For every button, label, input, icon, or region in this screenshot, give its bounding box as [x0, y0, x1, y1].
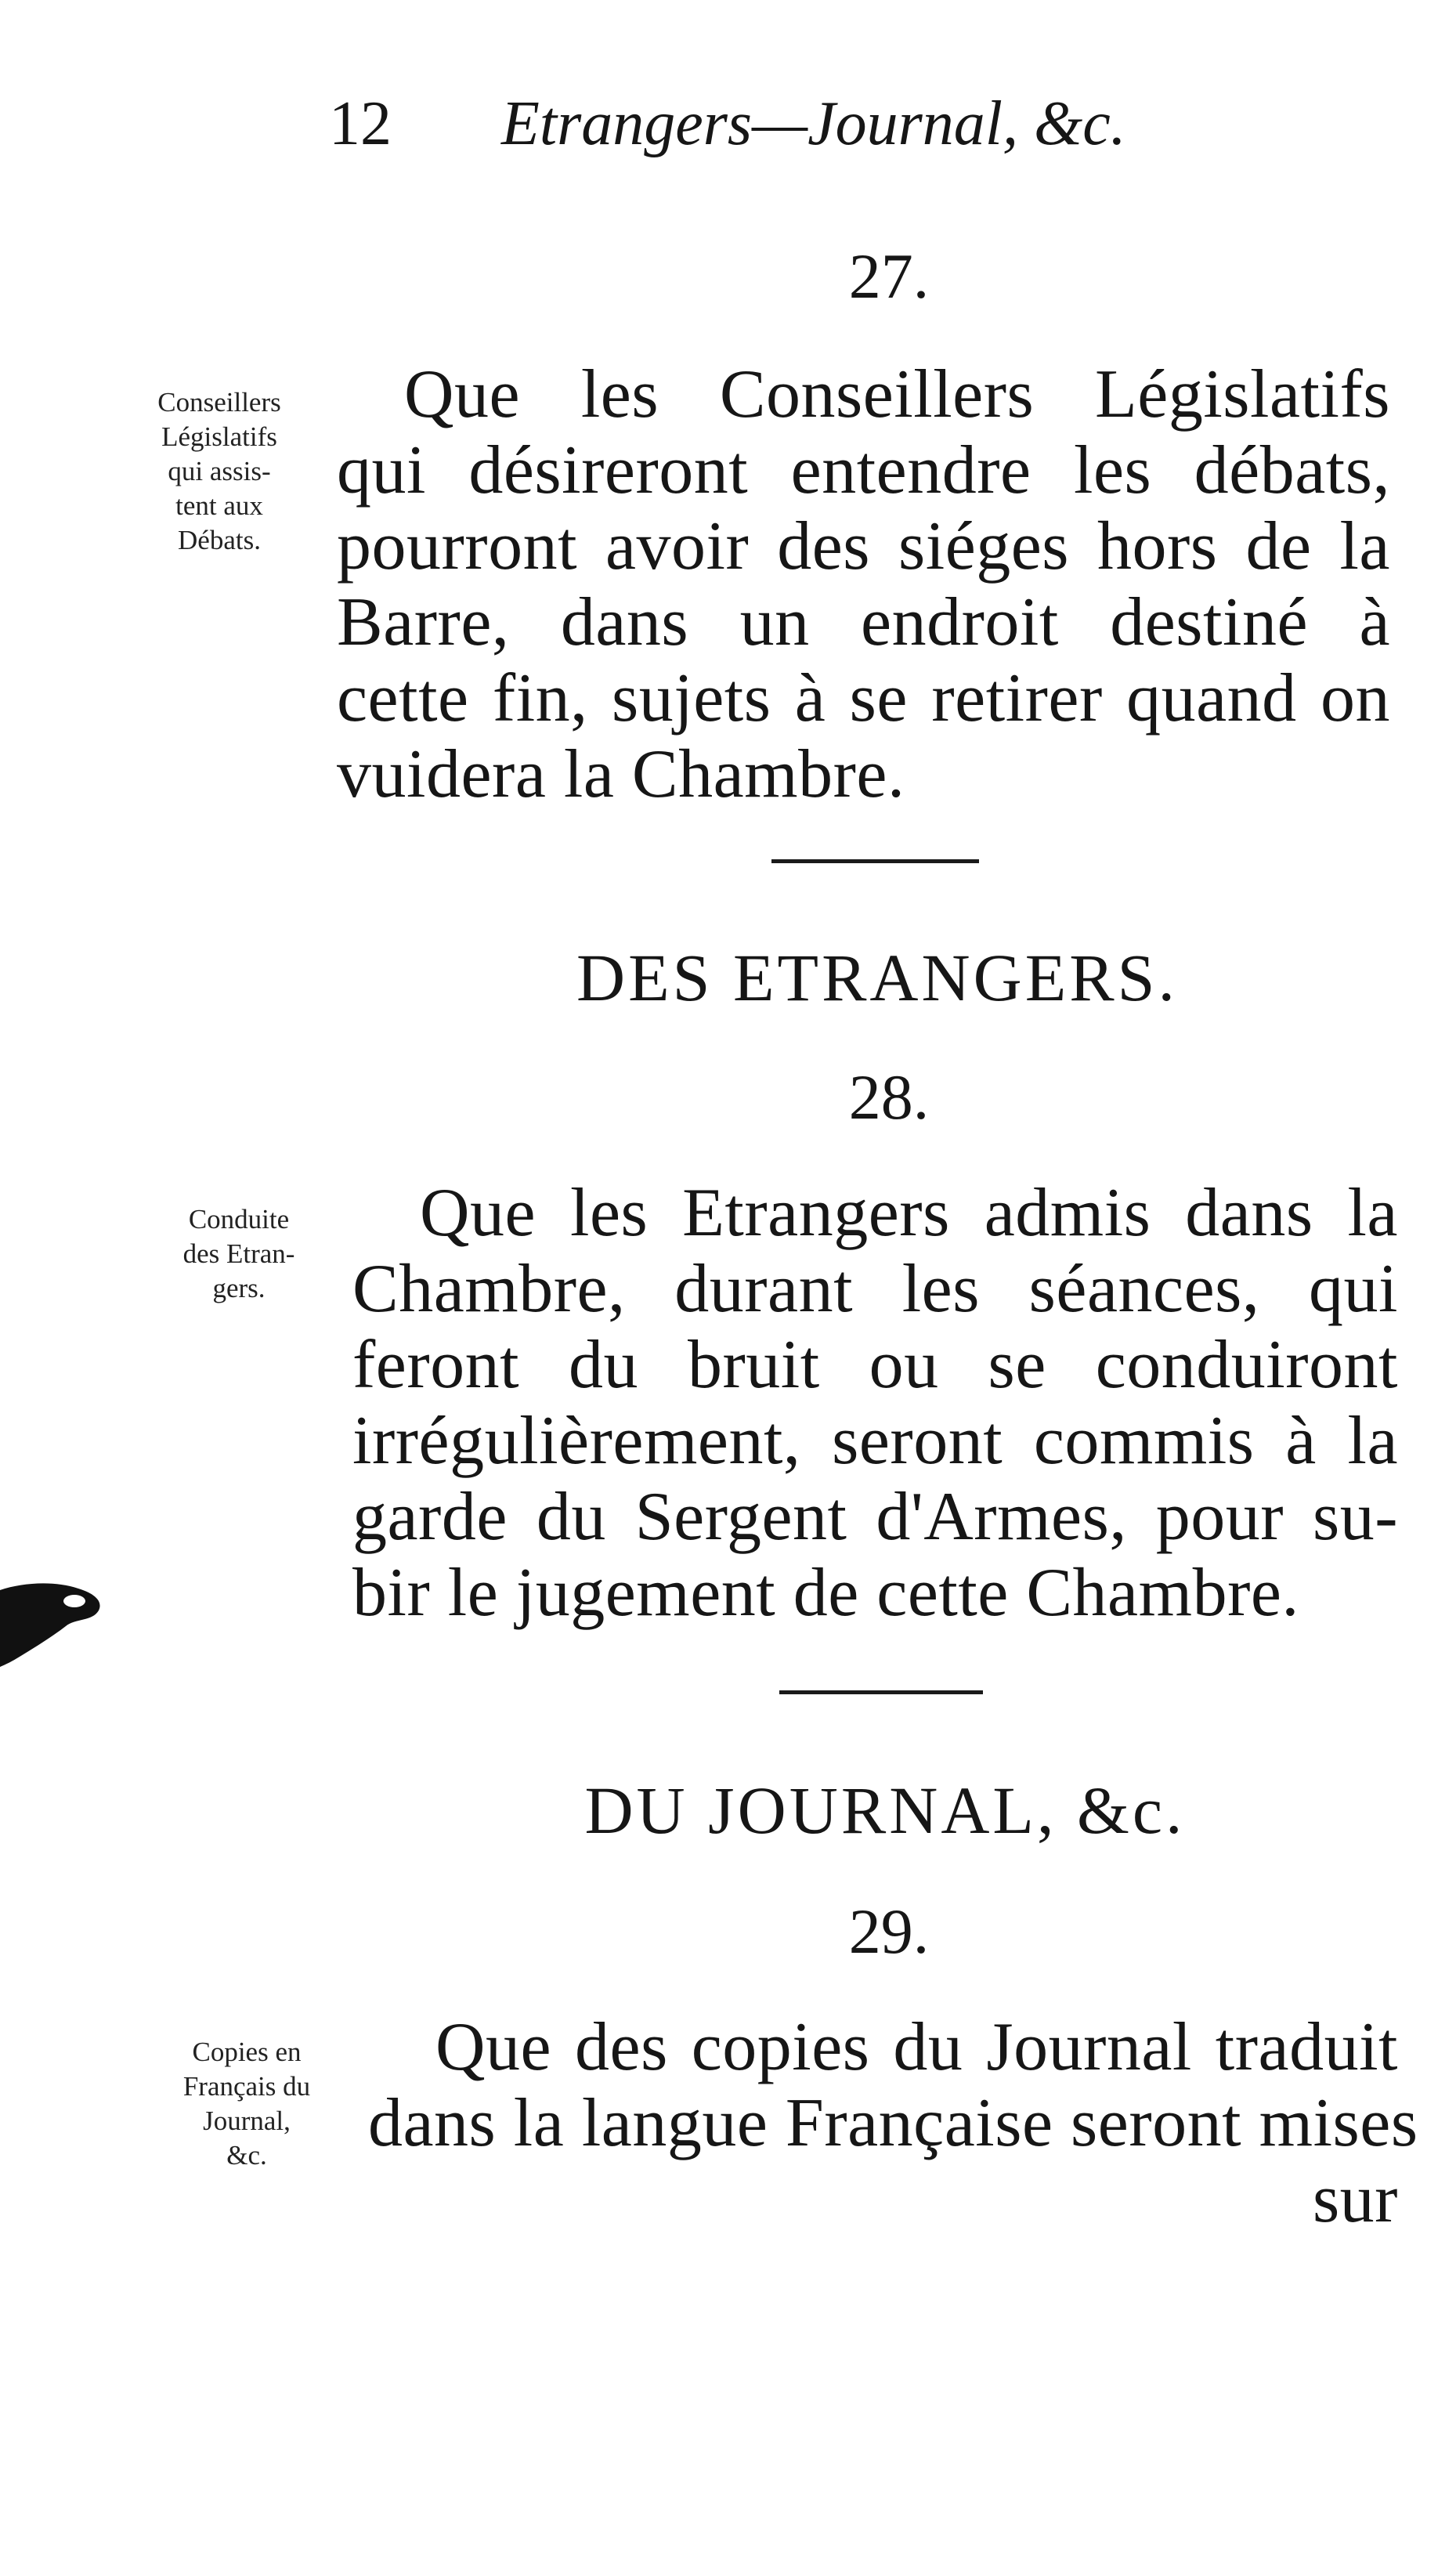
running-title: Etrangers—Journal, &c.: [501, 89, 1126, 158]
paragraph-line: Chambre, durant les séances, qui: [352, 1251, 1398, 1327]
article-number-27: 27.: [848, 240, 930, 312]
paragraph-line: vuidera la Chambre.: [337, 736, 905, 812]
paragraph-line: dans la langue Française seront mises: [368, 2085, 1418, 2161]
section-heading-strangers: DES ETRANGERS.: [576, 940, 1178, 1015]
sidenote-29: Copies en Français du Journal, &c.: [182, 2037, 311, 2171]
paragraph-29: [368, 2009, 1418, 2237]
paragraph-line: feront du bruit ou se conduiront: [352, 1327, 1398, 1403]
paragraph-line: Que les Conseillers Législatifs: [404, 356, 1390, 432]
paragraph-line: Que les Etrangers admis dans la: [420, 1175, 1398, 1251]
paragraph-line: garde du Sergent d'Armes, pour su-: [352, 1479, 1398, 1555]
paragraph-line: pourront avoir des siéges hors de la: [337, 508, 1390, 584]
paragraph-line: qui désireront entendre les débats,: [337, 432, 1390, 508]
paragraph-27: [337, 356, 1390, 812]
paragraph-28: [352, 1175, 1398, 1631]
paragraph-line: cette fin, sujets à se retirer quand on: [337, 660, 1390, 736]
paragraph-line: irrégulièrement, seront commis à la: [352, 1403, 1398, 1479]
section-heading-journal: DU JOURNAL, &c.: [584, 1773, 1186, 1848]
catchword: sur: [1312, 2161, 1398, 2237]
sidenote-28: Conduite des Etran- gers.: [182, 1204, 295, 1303]
section-divider: [771, 859, 979, 863]
sidenote-27: Conseillers Législatifs qui assis- tent aux Débats.: [157, 387, 281, 555]
article-number-28: 28.: [848, 1061, 930, 1133]
page-number: 12: [329, 89, 392, 158]
paragraph-line: Barre, dans un endroit destiné à: [337, 584, 1390, 660]
paragraph-line: Que des copies du Journal traduit: [435, 2009, 1398, 2085]
paragraph-line: bir le jugement de cette Chambre.: [352, 1555, 1299, 1631]
running-header: [329, 89, 1126, 158]
section-divider: [779, 1690, 983, 1694]
article-number-29: 29.: [848, 1896, 930, 1967]
ink-blot: [0, 1574, 110, 1684]
